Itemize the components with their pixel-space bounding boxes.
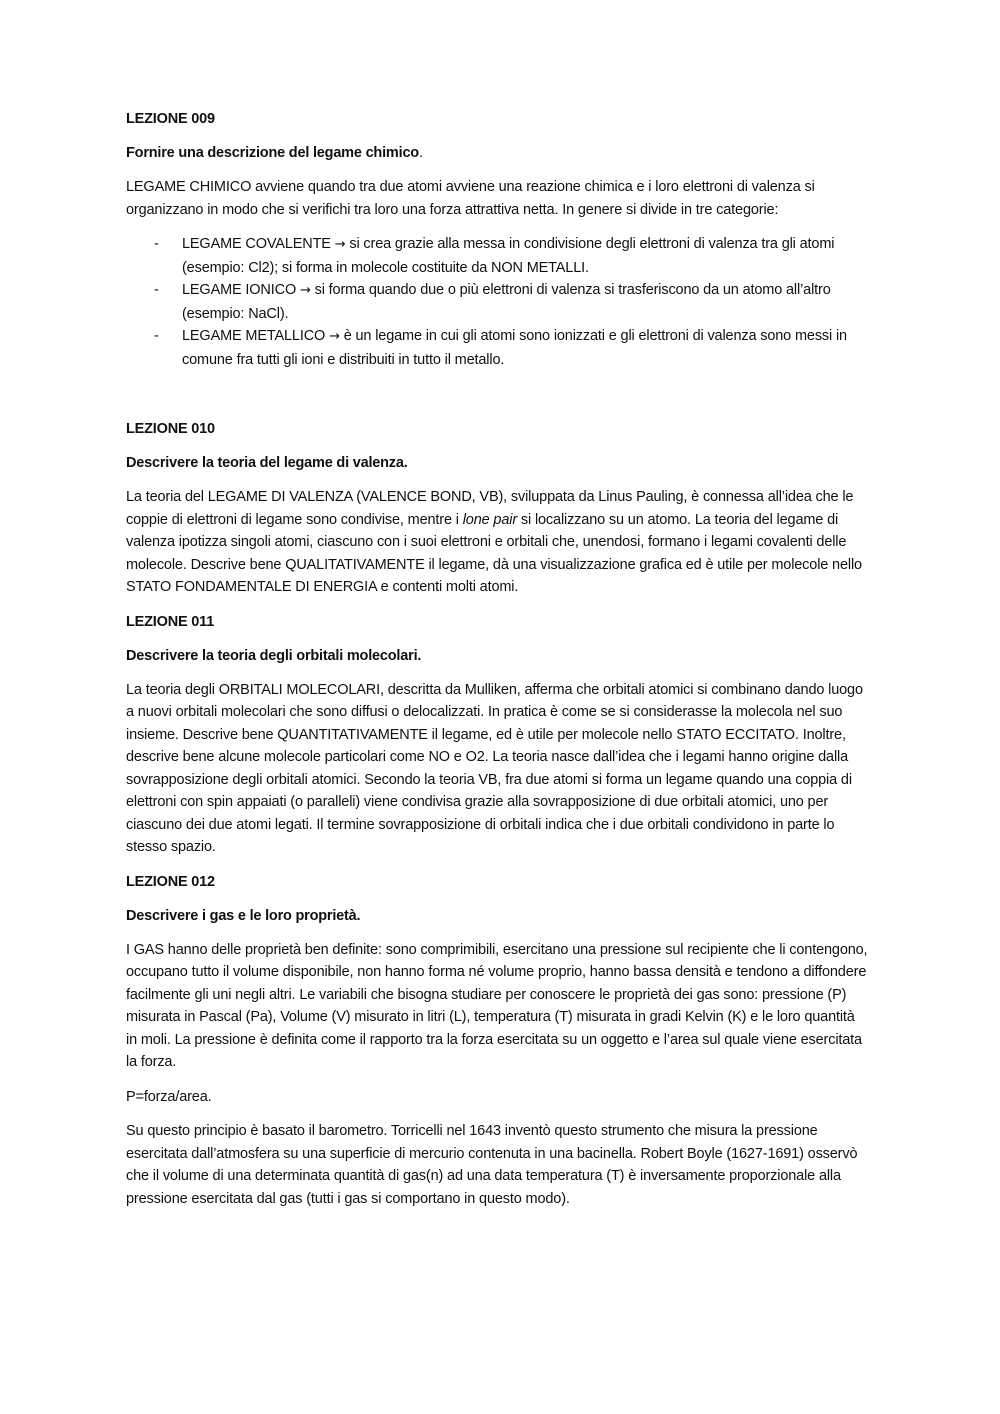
lesson-question: Descrivere i gas e le loro proprietà.	[126, 907, 361, 924]
bullet-text: si forma quando due o più elettroni di valenza si trasferiscono da un atomo all’altro (esempio: NaCl).	[182, 282, 831, 322]
body-text: si localizzano su un atomo. La teoria del legame di valenza ipotizza singoli atomi, ciascuno con i suoi elettroni e orbitali che, unendosi, formano i legami covalenti delle molecole. Descrive bene QUALITATIVAMENTE il legame, dà una visualizzazione grafica ed è utile per molecole nello STATO FONDAMENTALE DI ENERGIA e contenti molti atomi.	[126, 511, 862, 595]
lesson-010	[126, 418, 868, 599]
lesson-009	[126, 108, 868, 371]
question-suffix: .	[418, 145, 423, 161]
lesson-intro: LEGAME CHIMICO avviene quando tra due atomi avviene una reazione chimica e i loro elettroni di valenza si organizzano in modo che si verifichi tra loro una forza attrattiva netta. In genere si divide in tre categorie:	[126, 179, 815, 218]
bond-types-list	[126, 233, 868, 371]
document-page	[126, 108, 868, 1222]
bullet-dash: -	[154, 328, 159, 344]
question-text: Fornire una descrizione del legame chimico	[126, 145, 419, 161]
arrow-right-icon: →	[329, 329, 340, 344]
arrow-right-icon: →	[334, 237, 346, 252]
lesson-label: LEZIONE 010	[126, 421, 215, 437]
lesson-body: La teoria degli ORBITALI MOLECOLARI, descritta da Mulliken, afferma che orbitali atomici si combinano dando luogo a nuovi orbitali molecolari che sono diffusi o delocalizzati. In pratica è come se si considerasse la molecola nel suo insieme. Descrive bene QUANTITATIVAMENTE il legame, ed è utile per molecole nello STATO ECCITATO. Inoltre, descrive bene alcune molecole particolari come NO e O2. La teoria nasce dall’idea che i legami hanno origine dalla sovrapposizione degli orbitali atomici. Secondo la teoria VB, fra due atomi si forma un legame quando una coppia di elettroni con spin appaiati (o paralleli) viene condivisa grazie alla sovrapposizione di due orbitali atomici, uno per ciascuno dei due atomi legati. Il termine sovrapposizione di orbitali indica che i due orbitali condividono in parte lo stesso spazio.	[126, 681, 863, 855]
list-item	[126, 233, 868, 279]
bullet-head: LEGAME COVALENTE	[182, 236, 331, 252]
lesson-label: LEZIONE 009	[126, 111, 215, 127]
bullet-text: è un legame in cui gli atomi sono ionizzati e gli elettroni di valenza sono messi in comune fra tutti gli ioni e distribuiti in tutto il metallo.	[182, 328, 847, 368]
lesson-body	[126, 486, 868, 599]
list-item	[126, 325, 868, 371]
lesson-012	[126, 871, 868, 1211]
bullet-dash: -	[154, 282, 159, 298]
lesson-question	[126, 142, 868, 164]
arrow-right-icon: →	[299, 283, 311, 298]
bullet-head: LEGAME METALLICO	[182, 328, 326, 344]
body-text: La teoria del LEGAME DI VALENZA (VALENCE BOND, VB), sviluppata da Linus Pauling, è connessa all’idea che le coppie di elettroni di legame sono condivise, mentre i	[126, 489, 854, 528]
lesson-question: Descrivere la teoria del legame di valenza.	[126, 455, 408, 471]
bullet-dash: -	[154, 236, 159, 252]
lesson-question: Descrivere la teoria degli orbitali molecolari.	[126, 647, 422, 664]
bullet-head: LEGAME IONICO	[182, 282, 297, 298]
body-italic: lone pair	[462, 511, 518, 528]
bullet-text: si crea grazie alla messa in condivisione degli elettroni di valenza tra gli atomi (esempio: Cl2); si forma in molecole costituite da NON METALLI.	[182, 236, 835, 276]
section-spacer	[126, 371, 868, 418]
lesson-label: LEZIONE 012	[126, 873, 215, 890]
lesson-body-2: Su questo principio è basato il barometro. Torricelli nel 1643 inventò questo strumento che misura la pressione esercitata dall’atmosfera su una superficie di mercurio contenuta in una bacinella. Robert Boyle (1627-1691) osservò che il volume di una determinata quantità di gas(n) ad una data temperatura (T) è inversamente proporzionale alla pressione esercitata dal gas (tutti i gas si comportano in questo modo).	[126, 1123, 858, 1207]
lesson-label: LEZIONE 011	[126, 613, 215, 630]
list-item	[126, 279, 868, 325]
lesson-011	[126, 611, 868, 859]
lesson-body: I GAS hanno delle proprietà ben definite: sono comprimibili, esercitano una pressione sul recipiente che li contengono, occupano tutto il volume disponibile, non hanno forma né volume proprio, hanno bassa densità e tendono a diffondere facilmente gli uni negli altri. Le variabili che bisogna studiare per conoscere le proprietà dei gas sono: pressione (P) misurata in Pascal (Pa), Volume (V) misurato in litri (L), temperatura (T) misurata in gradi Kelvin (K) e le loro quantità in moli. La pressione è definita come il rapporto tra la forza esercitata su un oggetto e l’area sul quale viene esercitata la forza.	[126, 941, 868, 1070]
formula: P=forza/area.	[126, 1088, 212, 1105]
